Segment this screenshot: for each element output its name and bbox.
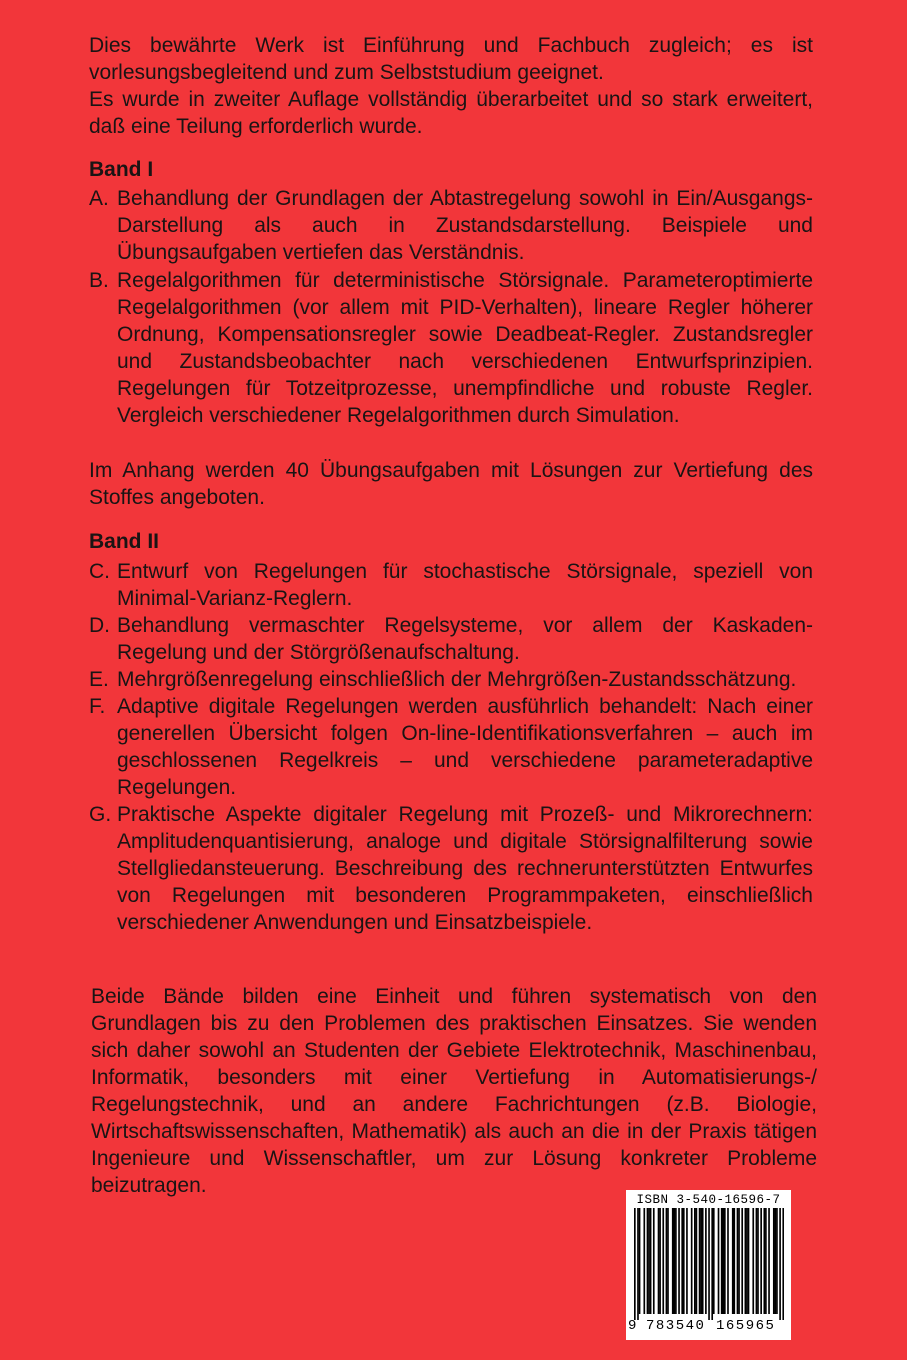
barcode-bar bbox=[711, 1208, 713, 1320]
barcode-bar bbox=[702, 1208, 704, 1314]
isbn-barcode bbox=[626, 1190, 791, 1340]
barcode-bar bbox=[643, 1208, 645, 1314]
ean-right-group: 165965 bbox=[716, 1318, 776, 1334]
barcode-bars bbox=[634, 1208, 784, 1320]
intro-line-2: Es wurde in zweiter Auflage vollständig überarbeitet und so stark erweitert, daß eine Teilung erforderlich wurde. bbox=[89, 88, 813, 138]
list-marker: C. bbox=[89, 560, 110, 583]
barcode-bar bbox=[741, 1208, 743, 1314]
list-item bbox=[89, 801, 813, 936]
barcode-bar bbox=[757, 1208, 759, 1314]
ean-first-digit: 9 bbox=[628, 1318, 637, 1334]
barcode-bar bbox=[691, 1208, 693, 1314]
barcode-bar bbox=[779, 1208, 781, 1320]
barcode-bar bbox=[653, 1208, 655, 1314]
band-1-list bbox=[89, 185, 813, 429]
list-marker: F. bbox=[89, 695, 106, 718]
band-2-list bbox=[89, 558, 813, 936]
list-item bbox=[89, 558, 813, 612]
barcode-bar bbox=[738, 1208, 740, 1314]
barcode-bar bbox=[722, 1208, 724, 1314]
intro-line-1: Dies bewährte Werk ist Einführung und Fachbuch zugleich; es ist vorlesungsbegleitend und zum Selbststudium geeignet. bbox=[89, 34, 813, 84]
list-item bbox=[89, 267, 813, 429]
barcode-bar bbox=[666, 1208, 668, 1314]
barcode-bar bbox=[768, 1208, 770, 1314]
barcode-bar bbox=[683, 1208, 685, 1314]
barcode-bar bbox=[700, 1208, 702, 1314]
barcode-bar bbox=[748, 1208, 750, 1314]
barcode-bar bbox=[733, 1208, 735, 1314]
list-item bbox=[89, 612, 813, 666]
barcode-bar bbox=[737, 1208, 739, 1314]
barcode-bar bbox=[639, 1208, 641, 1314]
band-2-heading: Band II bbox=[89, 530, 160, 553]
list-marker: E. bbox=[89, 668, 109, 691]
barcode-bar bbox=[667, 1208, 669, 1314]
barcode-bar bbox=[718, 1208, 720, 1314]
list-item-text: Behandlung vermaschter Regelsysteme, vor allem der Kaskaden-Regelung und der Störgrößenaufschaltung. bbox=[117, 614, 813, 664]
barcode-bar bbox=[647, 1208, 649, 1314]
list-item bbox=[89, 185, 813, 266]
barcode-bar bbox=[678, 1208, 680, 1314]
list-marker: G. bbox=[89, 803, 112, 826]
anhang-paragraph: Im Anhang werden 40 Übungsaufgaben mit Lösungen zur Vertiefung des Stoffes angeboten. bbox=[89, 459, 813, 509]
barcode-bar bbox=[681, 1208, 683, 1314]
barcode-bar bbox=[745, 1208, 747, 1314]
barcode-bar bbox=[662, 1208, 664, 1314]
list-marker: D. bbox=[89, 614, 110, 637]
barcode-bar bbox=[694, 1208, 696, 1314]
barcode-bar bbox=[763, 1208, 765, 1314]
list-item bbox=[89, 666, 813, 693]
list-marker: A. bbox=[89, 187, 109, 210]
barcode-bar bbox=[699, 1208, 701, 1314]
list-item-text: Behandlung der Grundlagen der Abtastregelung sowohl in Ein/Ausgangs-Darstellung als auch in Zustandsdarstellung. Beispiele und Übungsaufgaben vertiefen das Verständnis. bbox=[117, 187, 813, 264]
barcode-bar bbox=[732, 1208, 734, 1314]
barcode-bar bbox=[775, 1208, 777, 1314]
barcode-bar bbox=[776, 1208, 778, 1314]
list-item-text: Regelalgorithmen für deterministische Störsignale. Parameteroptimierte Regelalgorithmen (vor allem mit PID-Verhalten), lineare Regler höherer Ordnung, Kompensationsregler sowie Deadbeat-Regler. Zustandsregler und Zustandsbeobachter nach verschiedenen Entwurfsprinzipien. Regelungen für Totzeitprozesse, unempfindliche und robuste Regler. Vergleich verschiedener Regelalgorithmen durch Simulation. bbox=[117, 269, 813, 427]
barcode-bar bbox=[648, 1208, 650, 1314]
barcode-bar bbox=[673, 1208, 675, 1314]
barcode-bar bbox=[686, 1208, 688, 1314]
barcode-bar bbox=[724, 1208, 726, 1314]
barcode-bar bbox=[727, 1208, 729, 1314]
barcode-bar bbox=[713, 1208, 715, 1314]
barcode-bar bbox=[752, 1208, 754, 1314]
barcode-bar bbox=[696, 1208, 698, 1314]
ean-left-group: 783540 bbox=[646, 1318, 706, 1334]
barcode-bar bbox=[659, 1208, 661, 1314]
barcode-bar bbox=[773, 1208, 775, 1314]
barcode-bar bbox=[650, 1208, 652, 1314]
intro-paragraph bbox=[89, 32, 813, 140]
barcode-bar bbox=[705, 1208, 707, 1314]
list-item-text: Praktische Aspekte digitaler Regelung mit Prozeß- und Mikrorechnern: Amplitudenquantisierung, analoge und digitale Störsignalfilterung sowie Stellgliedansteuerung. Beschreibung des rechnerunterstützten Entwurfes von Regelungen mit besonderen Programmpaketen, einschließlich verschiedener Anwendungen und Einsatzbeispiele. bbox=[117, 803, 813, 934]
barcode-bar bbox=[760, 1208, 762, 1314]
barcode-bar bbox=[721, 1208, 723, 1314]
list-marker: B. bbox=[89, 269, 109, 292]
barcode-bar bbox=[708, 1208, 710, 1320]
barcode-bar bbox=[675, 1208, 677, 1314]
barcode-bar bbox=[746, 1208, 748, 1314]
barcode-bar bbox=[637, 1208, 639, 1320]
barcode-bar bbox=[765, 1208, 767, 1314]
barcode-bar bbox=[634, 1208, 636, 1320]
list-item-text: Adaptive digitale Regelungen werden ausführlich behandelt: Nach einer generellen Übersicht folgen On-line-Identifikationsverfahren – auch im geschlossenen Regelkreis – und verschiedene parameteradaptive Regelungen. bbox=[117, 695, 813, 799]
barcode-bar bbox=[782, 1208, 784, 1320]
barcode-bar bbox=[658, 1208, 660, 1314]
barcode-bar bbox=[756, 1208, 758, 1314]
list-item-text: Mehrgrößenregelung einschließlich der Mehrgrößen-Zustandsschätzung. bbox=[117, 668, 797, 691]
list-item bbox=[89, 693, 813, 801]
closing-paragraph: Beide Bände bilden eine Einheit und führen systematisch von den Grundlagen bis zu den Problemen des praktischen Einsatzes. Sie wenden sich daher sowohl an Studenten der Gebiete Elektrotechnik, Maschinenbau, Informatik, besonders mit einer Vertiefung in Automatisierungs-/ Regelungstechnik, und an andere Fachrichtungen (z.B. Biologie, Wirtschaftswissenschaften, Mathematik) als auch an die in der Praxis tätigen Ingenieure und Wissenschaftler, um zur Lösung konkreter Probleme beizutragen. bbox=[91, 985, 817, 1197]
barcode-bar bbox=[672, 1208, 674, 1314]
isbn-number: ISBN 3-540-16596-7 bbox=[636, 1193, 781, 1207]
list-item-text: Entwurf von Regelungen für stochastische Störsignale, speziell von Minimal-Varianz-Reglern. bbox=[117, 560, 813, 610]
band-1-heading: Band I bbox=[89, 158, 154, 181]
